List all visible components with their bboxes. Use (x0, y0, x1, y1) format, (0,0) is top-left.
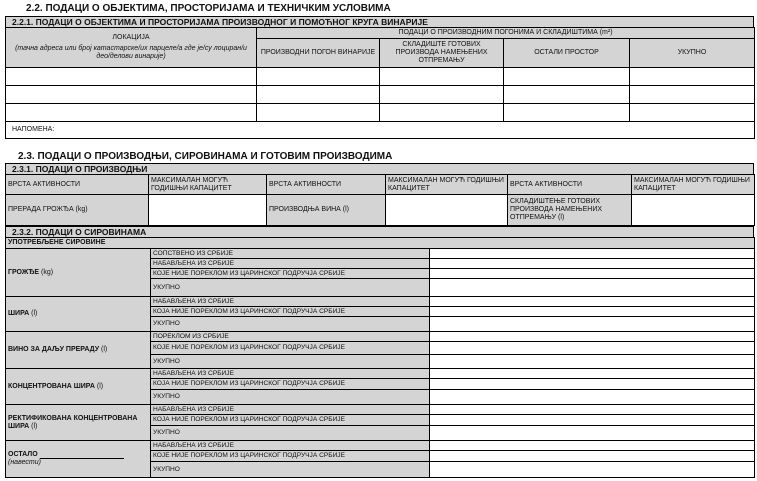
raw-row-label: НАБАВЉЕНА ИЗ СРБИЈЕ (151, 259, 430, 269)
raw-row-label: КОЈА НИЈЕ ПОРЕКЛОМ ИЗ ЦАРИНСКОГ ПОДРУЧЈА СРБИЈЕ (151, 415, 430, 426)
total-input[interactable] (630, 68, 755, 86)
raw-value-input[interactable] (430, 441, 755, 451)
raw-row-label: УКУПНО (151, 355, 430, 369)
plant-input[interactable] (257, 68, 380, 86)
raw-value-input[interactable] (430, 426, 755, 441)
raw-value-input[interactable] (430, 332, 755, 342)
total-input[interactable] (630, 86, 755, 104)
raw-row-label: КОЈЕ НИЈЕ ПОРЕКЛОМ ИЗ ЦАРИНСКОГ ПОДРУЧЈА СРБИЈЕ (151, 451, 430, 462)
raw-name: ШИРА (8, 310, 30, 317)
activity-header: ВРСТА АКТИВНОСТИ (267, 175, 386, 195)
raw-name: ГРОЖЂЕ (8, 268, 40, 276)
raw-row-label: КОЈА НИЈЕ ПОРЕКЛОМ ИЗ ЦАРИНСКОГ ПОДРУЧЈА СРБИЈЕ (151, 307, 430, 317)
production-table (5, 174, 755, 226)
activity-storage: СКЛАДИШТЕЊЕ ГОТОВИХ ПРОИЗВОДА НАМЕЊЕНИХ ОТПРЕМАЊУ (l) (508, 195, 632, 226)
total-input[interactable] (630, 104, 755, 122)
plant-input[interactable] (257, 86, 380, 104)
raw-row-label: ПОРЕКЛОМ ИЗ СРБИЈЕ (151, 332, 430, 342)
raw-note: (навести) (8, 459, 41, 466)
warehouse-input[interactable] (380, 68, 504, 86)
raw-value-input[interactable] (430, 462, 755, 478)
other-input[interactable] (504, 68, 630, 86)
capacity-header: МАКСИМАЛАН МОГУЋ ГОДИШЊИ КАПАЦИТЕТ (149, 175, 267, 195)
raw-rectified-must (6, 405, 151, 441)
raw-materials-table (5, 237, 755, 478)
premises-header: ПОДАЦИ О ПРОИЗВОДНИМ ПОГОНИМА И СКЛАДИШТИМА (m²) (257, 28, 755, 39)
col-warehouse: СКЛАДИШТЕ ГОТОВИХ ПРОИЗВОДА НАМЕЊЕНИХ ОТПРЕМАЊУ (380, 39, 504, 68)
raw-other (6, 441, 151, 478)
note-row[interactable] (6, 122, 755, 139)
capacity-input[interactable] (386, 195, 508, 226)
raw-value-input[interactable] (430, 342, 755, 355)
location-header-cell (6, 28, 257, 68)
other-input[interactable] (504, 86, 630, 104)
raw-row-label: КОЈА НИЈЕ ПОРЕКЛОМ ИЗ ЦАРИНСКОГ ПОДРУЧЈА СРБИЈЕ (151, 379, 430, 390)
raw-value-input[interactable] (430, 369, 755, 379)
premises-table (5, 27, 755, 139)
raw-value-input[interactable] (430, 379, 755, 390)
location-note: (тачна адреса или број катастарске/их парцеле/а где је/су лоциран/и део/делови винарије) (15, 45, 247, 60)
capacity-input[interactable] (149, 195, 267, 226)
raw-value-input[interactable] (430, 249, 755, 259)
capacity-input[interactable] (632, 195, 755, 226)
raw-value-input[interactable] (430, 415, 755, 426)
raw-name: КОНЦЕНТРОВАНА ШИРА (8, 382, 95, 390)
raw-value-input[interactable] (430, 297, 755, 307)
activity-grape-processing: ПРЕРАДА ГРОЖЂА (kg) (6, 195, 149, 226)
raw-unit: (l) (31, 310, 38, 317)
raw-value-input[interactable] (430, 390, 755, 405)
raw-row-label: НАБАВЉЕНА ИЗ СРБИЈЕ (151, 405, 430, 415)
raw-must (6, 297, 151, 332)
raw-wine (6, 332, 151, 369)
used-raw-materials-label: УПОТРЕБЉЕНЕ СИРОВИНЕ (6, 238, 755, 249)
raw-value-input[interactable] (430, 317, 755, 332)
capacity-header: МАКСИМАЛАН МОГУЋ ГОДИШЊИ КАПАЦИТЕТ (386, 175, 508, 195)
plant-input[interactable] (257, 104, 380, 122)
raw-row-label: НАБАВЉЕНА ИЗ СРБИЈЕ (151, 369, 430, 379)
activity-header: ВРСТА АКТИВНОСТИ (6, 175, 149, 195)
raw-name: РЕКТИФИКОВАНА КОНЦЕНТРОВАНА ШИРА (8, 414, 138, 430)
raw-value-input[interactable] (430, 269, 755, 279)
raw-row-label: УКУПНО (151, 462, 430, 478)
raw-row-label: УКУПНО (151, 317, 430, 332)
section-2-2-1-header: 2.2.1. ПОДАЦИ О ОБЈЕКТИМА И ПРОСТОРИЈАМА ПРОИЗВОДНОГ И ПОМОЋНОГ КРУГА ВИНАРИЈЕ (5, 16, 754, 28)
raw-unit: (kg) (41, 268, 54, 276)
col-other-space: ОСТАЛИ ПРОСТОР (504, 39, 630, 68)
location-label: ЛОКАЦИЈА (112, 34, 150, 41)
location-input[interactable] (6, 104, 257, 122)
activity-header: ВРСТА АКТИВНОСТИ (508, 175, 632, 195)
raw-value-input[interactable] (430, 307, 755, 317)
raw-value-input[interactable] (430, 405, 755, 415)
location-input[interactable] (6, 68, 257, 86)
raw-unit: (l) (96, 382, 104, 390)
location-input[interactable] (6, 86, 257, 104)
raw-row-label: СОПСТВЕНО ИЗ СРБИЈЕ (151, 249, 430, 259)
raw-row-label: НАБАВЉЕНА ИЗ СРБИЈЕ (151, 441, 430, 451)
raw-value-input[interactable] (430, 355, 755, 369)
raw-grapes (6, 249, 151, 297)
raw-row-label: УКУПНО (151, 426, 430, 441)
raw-name: ОСТАЛО (8, 451, 38, 458)
other-specify-line[interactable] (40, 458, 124, 459)
section-2-3-title: 2.3. ПОДАЦИ О ПРОИЗВОДЊИ, СИРОВИНАМА И ГОТОВИМ ПРОИЗВОДИМА (18, 151, 393, 162)
raw-row-label: УКУПНО (151, 279, 430, 297)
activity-wine-production: ПРОИЗВОДЊА ВИНА (l) (267, 195, 386, 226)
warehouse-input[interactable] (380, 86, 504, 104)
other-input[interactable] (504, 104, 630, 122)
raw-row-label: НАБАВЉЕНА ИЗ СРБИЈЕ (151, 297, 430, 307)
raw-unit: (l) (31, 422, 38, 430)
raw-value-input[interactable] (430, 259, 755, 269)
col-total: УКУПНО (630, 39, 755, 68)
raw-row-label: КОЈЕ НИЈЕ ПОРЕКЛОМ ИЗ ЦАРИНСКОГ ПОДРУЧЈА СРБИЈЕ (151, 269, 430, 279)
raw-concentrated-must (6, 369, 151, 405)
section-2-2-title: 2.2. ПОДАЦИ О ОБЈЕКТИМА, ПРОСТОРИЈАМА И ТЕХНИЧКИМ УСЛОВИМА (26, 3, 391, 14)
raw-unit: (l) (101, 346, 108, 353)
section-2-3-2-header: 2.3.2. ПОДАЦИ О СИРОВИНАМА (5, 226, 754, 238)
note-label: НАПОМЕНА: (12, 126, 55, 133)
raw-name: ВИНО ЗА ДАЉУ ПРЕРАДУ (8, 346, 100, 353)
raw-row-label: КОЈЕ НИЈЕ ПОРЕКЛОМ ИЗ ЦАРИНСКОГ ПОДРУЧЈА СРБИЈЕ (151, 342, 430, 355)
warehouse-input[interactable] (380, 104, 504, 122)
capacity-header: МАКСИМАЛАН МОГУЋ ГОДИШЊИ КАПАЦИТЕТ (632, 175, 755, 195)
section-2-3-1-header: 2.3.1. ПОДАЦИ О ПРОИЗВОДЊИ (5, 163, 754, 175)
raw-row-label: УКУПНО (151, 390, 430, 405)
col-production-plant: ПРОИЗВОДНИ ПОГОН ВИНАРИЈЕ (257, 39, 380, 68)
raw-value-input[interactable] (430, 451, 755, 462)
raw-value-input[interactable] (430, 279, 755, 297)
